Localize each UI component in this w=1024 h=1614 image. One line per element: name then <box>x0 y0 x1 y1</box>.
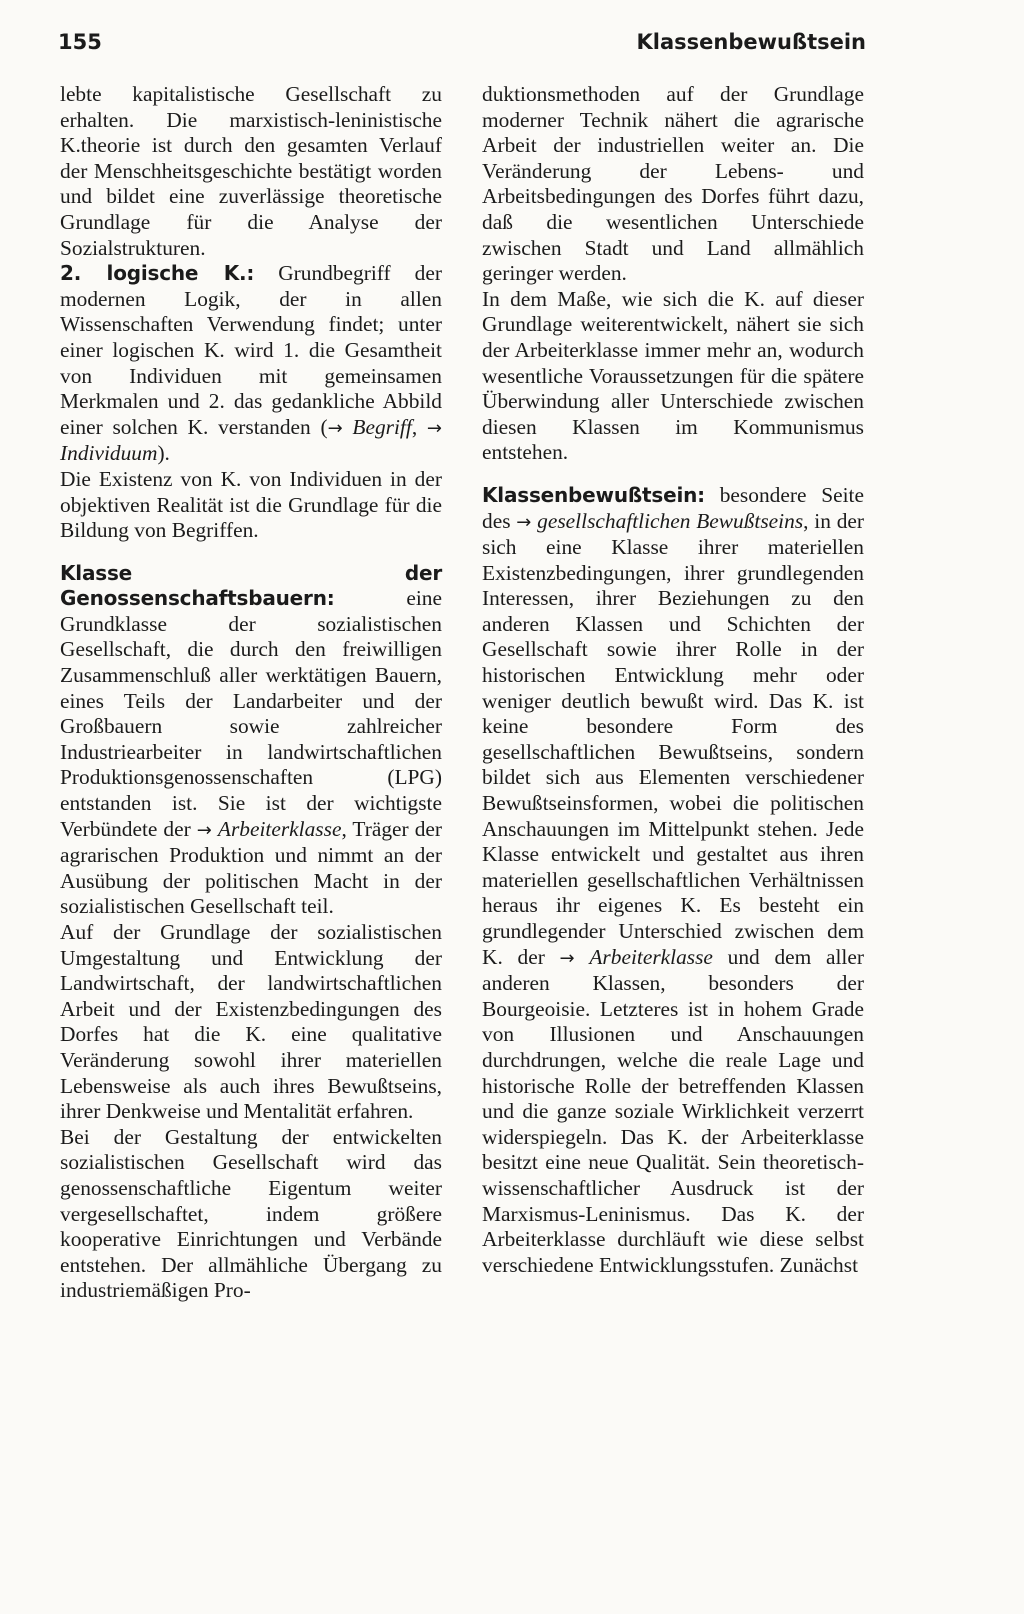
text-run: , <box>411 414 427 439</box>
paragraph-klassenbewusstsein <box>482 483 864 1278</box>
cross-reference: Begriff <box>352 414 412 439</box>
cross-reference: Individuum <box>60 441 158 466</box>
paragraph-genossenschaftsbauern <box>60 561 442 920</box>
arrow-icon: → <box>516 511 532 533</box>
cross-reference: gesellschaftlichen Bewußtseins <box>537 508 804 533</box>
entry-heading: Klassenbewußtsein: <box>482 482 705 507</box>
text-run: Grundbegriff der modernen Logik, der in allen Wissenschaften Verwendung findet; unter einer logischen K. wird 1. die Gesamtheit von Individuen mit gemeinsamen Merkmalen und 2. das gedankliche Abbild einer solchen K. verstanden ( <box>60 261 442 439</box>
page-header <box>58 30 866 64</box>
text-run: besondere Seite des <box>482 482 864 533</box>
text-run: eine Grundklasse der sozialistischen Gesellschaft, die durch den freiwilligen Zusammenschluß aller werktätigen Bauern, eines Teils der Landarbeiter und der Großbauern sowie zahlreicher Industriearbeiter in landwirtschaftlichen Produktionsgenossenschaften (LPG) entstanden ist. Sie ist der wichtigste Verbündete der <box>60 586 442 841</box>
paragraph: Die Existenz von K. von Individuen in der objektiven Realität ist die Grundlage für die Bildung von Begriffen. <box>60 466 442 543</box>
paragraph-logische-k <box>60 261 442 467</box>
text-run: ). <box>157 441 170 466</box>
right-column <box>482 82 864 1278</box>
arrow-icon: → <box>196 819 212 841</box>
arrow-icon: → <box>327 417 343 439</box>
paragraph: Auf der Grundlage der sozialistischen Umgestaltung und Entwicklung der Landwirtschaft, der landwirtschaftlichen Arbeit und der Existenzbedingungen des Dorfes hat die K. eine qualitative Veränderung sowohl ihrer materiellen Lebensweise als auch ihres Bewußtseins, ihrer Denkweise und Mentalität erfahren. <box>60 920 442 1124</box>
entry-heading: Klasse der Genossenschaftsbauern: <box>60 560 442 611</box>
entry-heading: 2. logische K.: <box>60 261 255 286</box>
page-number: 155 <box>58 30 102 54</box>
paragraph: lebte kapitalistische Gesellschaft zu erhalten. Die marxistisch-leninistische K.theorie ist durch den gesamten Verlauf der Menschheitsgeschichte bestätigt worden und bildet eine zuverlässige theoretische Grundlage für die Analyse der Sozialstrukturen. <box>60 82 442 260</box>
left-column <box>60 82 442 1304</box>
paragraph: In dem Maße, wie sich die K. auf dieser Grundlage weiterentwickelt, nähert sie sich der Arbeiterklasse immer mehr an, wodurch wesentliche Voraussetzungen für die spätere Überwindung aller Unterschiede zwischen diesen Klassen im Kommunismus entstehen. <box>482 286 864 465</box>
cross-reference: Arbeiterklasse <box>217 816 342 841</box>
paragraph: duktionsmethoden auf der Grundlage moderner Technik nähert die agrarische Arbeit der industriellen weiter an. Die Veränderung der Lebens- und Arbeitsbedingungen des Dorfes führt dazu, daß die wesentlichen Unterschiede zwischen Stadt und Land allmählich geringer werden. <box>482 82 864 286</box>
running-head: Klassenbewußtsein <box>636 30 866 54</box>
arrow-icon: → <box>559 947 575 969</box>
text-run: , in der sich eine Klasse ihrer materiellen Existenzbedingungen, ihrer grundlegenden Interessen, ihrer Beziehungen zu den anderen Klassen und Schichten der Gesellschaft sowie ihrer Rolle in der historischen Entwicklung mehr oder weniger deutlich bewußt wird. Das K. ist keine besondere Form des gesellschaftlichen Bewußtseins, sondern bildet sich aus Elementen verschiedener Bewußtseinsformen, wobei die politischen Anschauungen im Mittelpunkt stehen. Jede Klasse entwickelt und gestaltet aus ihren materiellen gesellschaftlichen Verhältnissen heraus ihr eigenes K. Es besteht ein grundlegender Unterschied zwischen dem K. der <box>482 508 865 969</box>
cross-reference: Arbeiterklasse <box>589 944 713 969</box>
paragraph: Bei der Gestaltung der entwickelten sozialistischen Gesellschaft wird das genossenschaftliche Eigentum weiter vergesellschaftet, indem größere kooperative Einrichtungen und Verbände entstehen. Der allmähliche Übergang zu industriemäßigen Pro- <box>60 1124 442 1303</box>
text-run: , Träger der agrarischen Produktion und nimmt an der Ausübung der politischen Macht in der sozialistischen Gesellschaft teil. <box>60 816 443 919</box>
arrow-icon: → <box>426 417 442 439</box>
text-run: und dem aller anderen Klassen, besonders der Bourgeoisie. Letzteres ist in hohem Grade von Illusionen und Anschauungen durchdrungen, welche die reale Lage und historische Rolle der betreffenden Klassen und die ganze soziale Wirklichkeit verzerrt widerspiegeln. Das K. der Arbeiterklasse besitzt eine neue Qualität. Sein theoretisch-wissenschaftlicher Ausdruck ist der Marxismus-Leninismus. Das K. der Arbeiterklasse durchläuft wie diese selbst verschiedene Entwicklungsstufen. Zunächst <box>482 944 864 1277</box>
